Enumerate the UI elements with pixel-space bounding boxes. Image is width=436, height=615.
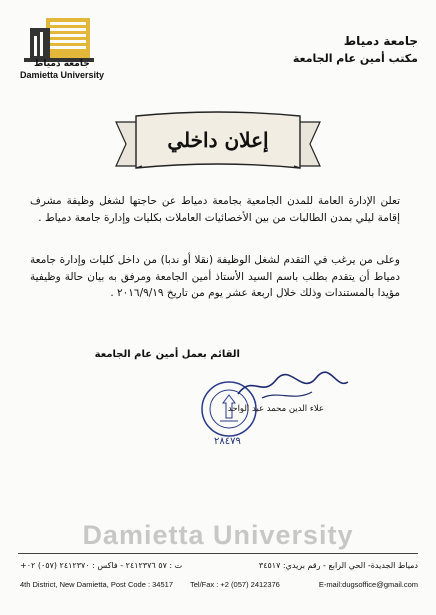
university-name: جامعة دمياط [343,34,418,48]
office-name: مكتب أمين عام الجامعة [292,52,418,65]
footer-address-arabic: دمياط الجديدة- الحي الرابع - رقم بريدي: ٣٤٥١٧ [258,561,418,570]
reference-number: ٢٨٤٧٩ [214,436,241,447]
footer-email: E-mail:dugsoffice@gmail.com [318,580,418,589]
announcement-paragraph-2: وعلى من يرغب في التقدم لشغل الوظيفة (نقلا أو ندبا) من داخل كليات وإدارة جامعة دمياط أن يتقدم بطلب باسم السيد الأستاذ أمين الجامعة ومرفق به بيان حالة وظيفية مؤيدا بالمستندات وذلك خلال اربعة عشر يوم من تاريخ ٢٠١٦/٩/١٩ . [30,254,400,299]
signatory-title: القائم بعمل أمين عام الجامعة [94,349,240,360]
letterhead [248,32,418,67]
handwritten-signature [232,368,352,408]
footer-watermark: Damietta University [82,520,354,550]
footer-telfax: Tel/Fax : +2 (057) 2412376 [190,580,280,589]
announcement-paragraph-1: تعلن الإدارة العامة للمدن الجامعية بجامعة دمياط عن حاجتها لشغل وظيفة مشرف إقامة ليلي بمدن الطالبات من بين الأخصائيات العاملات بكليات وإدارة جامعة دمياط . [30,195,400,224]
logo-arabic-text: جامعة دمياط [34,59,90,69]
footer-address-english: 4th District, New Damietta, Post Code : 34517 [20,580,173,589]
footer-fax-arabic: ت : ٥٧ ٢٤١٢٣٧٦ - فاكس : ٢٤١٢٣٧٠ (٠٥٧) ٠٢+ [20,561,183,570]
announcement-title: إعلان داخلي [167,128,269,152]
logo-english-text: Damietta University [20,70,105,80]
footer-divider [18,553,418,554]
signatory-name: علاء الدين محمد عبد الواحد [227,404,324,414]
